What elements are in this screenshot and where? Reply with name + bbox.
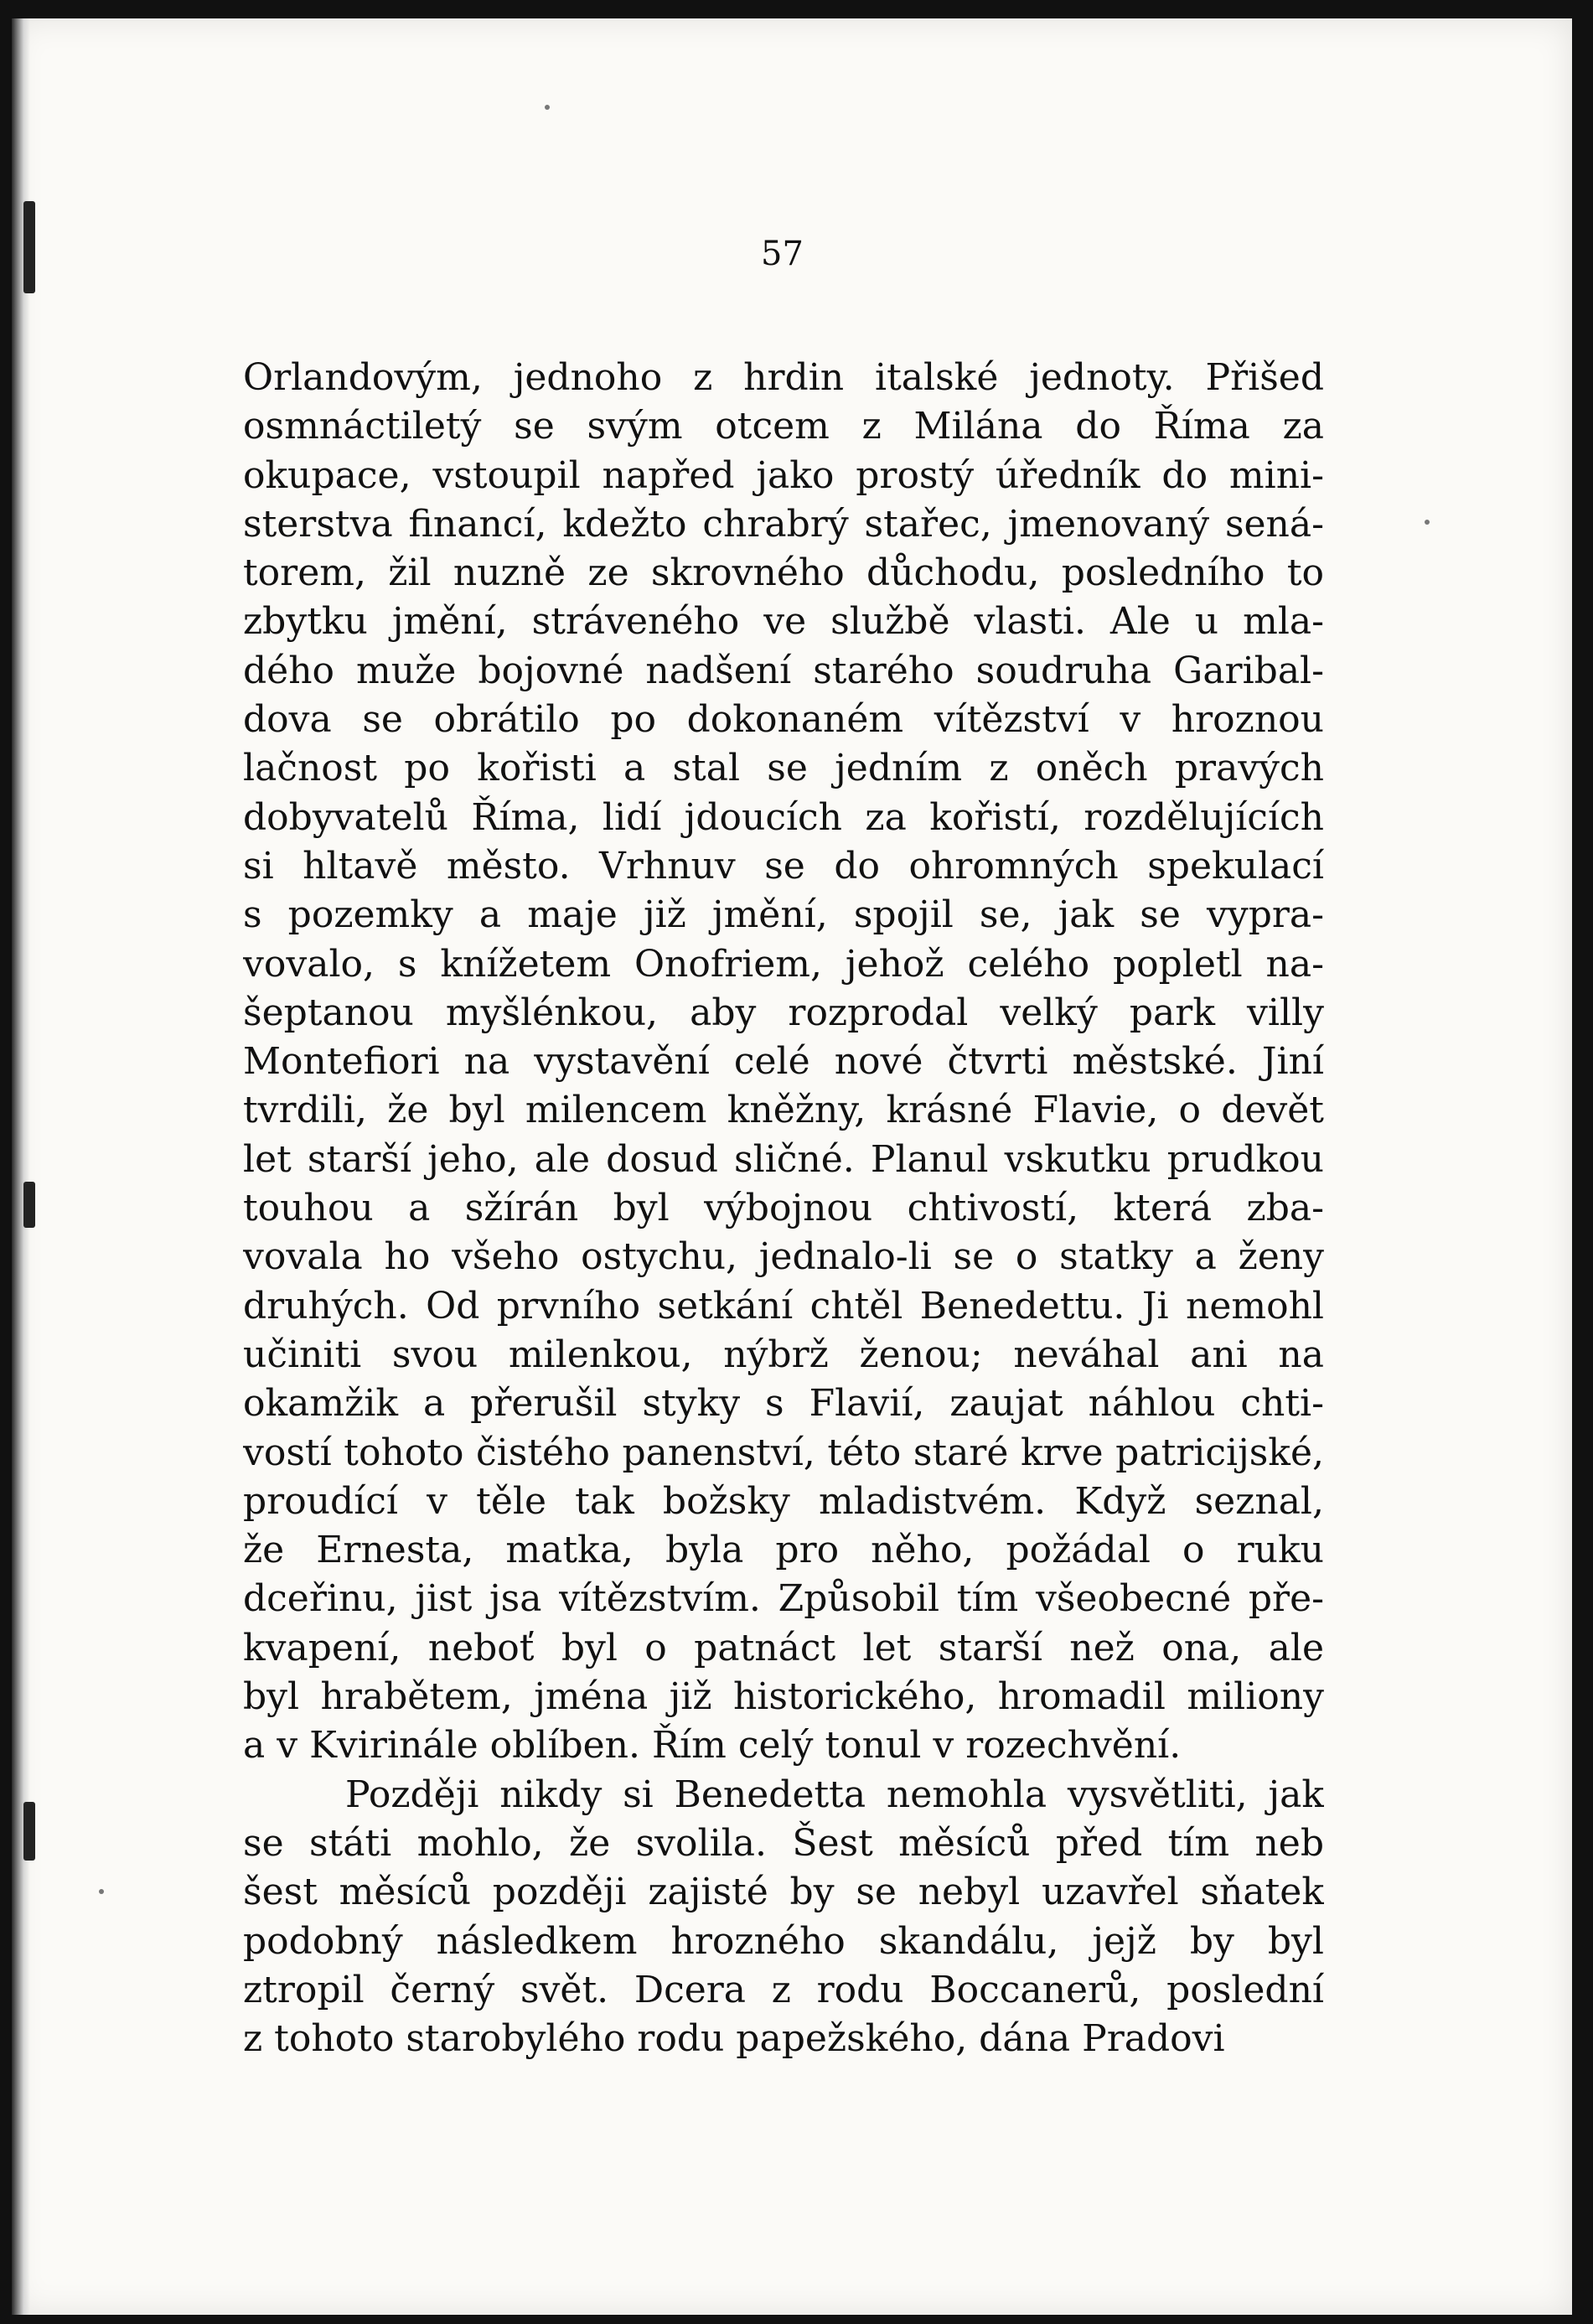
page-text [243,354,1324,2063]
text-line: sterstva financí, kdežto chrabrý stařec, jmenovaný sená- [243,502,1324,546]
text-line: lačnost po kořisti a stal se jedním z oněch pravých [243,747,1324,790]
text-line: proudící v těle tak božsky mladistvém. Když seznal, [243,1479,1324,1523]
text-line: že Ernesta, matka, byla pro něho, požádal o ruku [243,1529,1324,1572]
text-line: šeptanou myšlénkou, aby rozprodal velký park villy [243,991,1324,1034]
binding-mark [23,201,35,293]
binding-edge [12,18,30,2315]
binding-mark [23,1182,35,1228]
text-line: vovala ho všeho ostychu, jednalo-li se o statky a ženy [243,1235,1324,1279]
text-line: dova se obrátilo po dokonaném vítězství v hroznou [243,698,1324,742]
text-line: osmnáctiletý se svým otcem z Milána do Říma za [243,405,1324,448]
text-line: touhou a sžírán byl výbojnou chtivostí, která zba- [243,1187,1324,1230]
text-line: podobný následkem hrozného skandálu, jejž by byl [243,1919,1324,1963]
paragraph-first-line: Orlandovým, jednoho z hrdin italské jednoty. Přišed [243,356,1324,399]
text-line: ztropil černý svět. Dcera z rodu Boccanerů, poslední [243,1968,1324,2011]
paragraph-first-line: Později nikdy si Benedetta nemohla vysvětliti, jak [345,1773,1324,1816]
text-line: tvrdili, že byl milencem kněžny, krásné Flavie, o devět [243,1089,1324,1132]
text-line: okamžik a přerušil styky s Flavií, zaujat náhlou chti- [243,1382,1324,1426]
paper-speck [1425,520,1430,525]
text-line: z tohoto starobylého rodu papežského, dána Pradovi [243,2017,1225,2061]
text-line: kvapení, neboť byl o patnáct let starší než ona, ale [243,1626,1324,1669]
text-line: Montefiori na vystavění celé nové čtvrti městské. Jiní [243,1040,1324,1084]
text-line: dého muže bojovné nadšení starého soudruha Garibal- [243,649,1324,692]
binding-mark [23,1802,35,1861]
text-line: a v Kvirinále oblíben. Řím celý tonul v rozechvění. [243,1724,1182,1768]
text-line: torem, žil nuzně ze skrovného důchodu, posledního to [243,551,1324,595]
paper-speck [545,105,550,110]
text-line: zbytku jmění, stráveného ve službě vlasti. Ale u mla- [243,600,1324,644]
text-line: vostí tohoto čistého panenství, této staré krve patricijské, [243,1431,1324,1474]
text-line: šest měsíců později zajisté by se nebyl uzavřel sňatek [243,1871,1324,1914]
text-line: dobyvatelů Říma, lidí jdoucích za kořistí, rozdělujících [243,795,1324,839]
text-line: druhých. Od prvního setkání chtěl Benedettu. Ji nemohl [243,1284,1324,1328]
text-line: učiniti svou milenkou, nýbrž ženou; neváhal ani na [243,1333,1324,1376]
text-line: s pozemky a maje již jmění, spojil se, jak se vypra- [243,893,1324,937]
text-line: let starší jeho, ale dosud sličné. Planul vskutku prudkou [243,1137,1324,1181]
text-line: vovalo, s knížetem Onofriem, jehož celého popletl na- [243,942,1324,986]
page-number: 57 [761,235,804,273]
text-line: okupace, vstoupil napřed jako prostý úředník do mini- [243,453,1324,497]
text-line: dceřinu, jist jsa vítězstvím. Způsobil tím všeobecné pře- [243,1577,1324,1621]
paper-speck [99,1889,104,1894]
text-line: si hltavě město. Vrhnuv se do ohromných spekulací [243,844,1324,888]
text-line: byl hrabětem, jména již historického, hromadil miliony [243,1675,1324,1719]
text-line: se státi mohlo, že svolila. Šest měsíců před tím neb [243,1821,1324,1865]
